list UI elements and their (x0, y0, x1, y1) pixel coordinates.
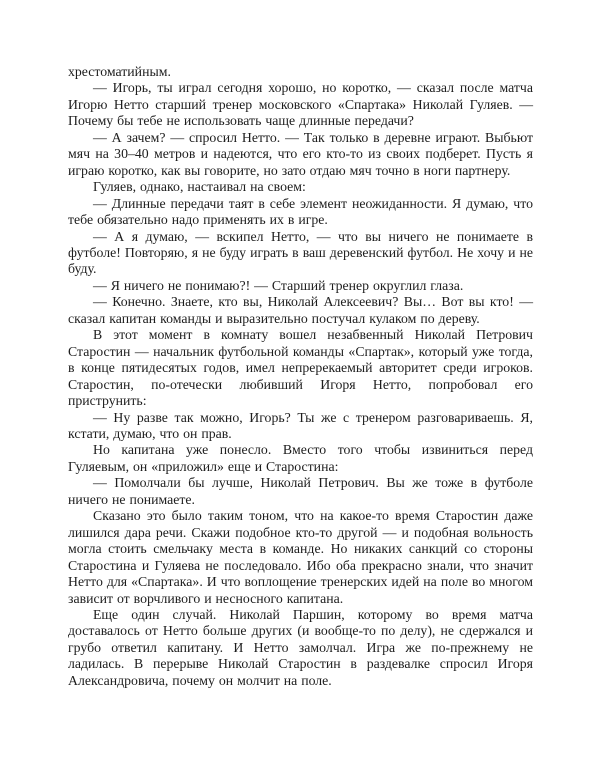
paragraph: — Конечно. Знаете, кто вы, Николай Алексеевич? Вы… Вот вы кто! — сказал капитан команды и выразительно постучал кулаком по дереву. (68, 294, 533, 326)
paragraph: — Игорь, ты играл сегодня хорошо, но коротко, — сказал после матча Игорю Нетто старший тренер московского «Спартака» Николай Гуляев. — Почему бы тебе не использовать чаще длинные передачи? (68, 80, 533, 129)
paragraph: Но капитана уже понесло. Вместо того чтобы извиниться перед Гуляевым, он «приложил» еще и Старостина: (68, 442, 533, 474)
paragraph: — А зачем? — спросил Нетто. — Так только в деревне играют. Выбьют мяч на 30–40 метров и надеются, что его кто-то из своих подберет. Пусть я играю коротко, как вы говорите, но зато отдаю мяч точно в ноги партнеру. (68, 129, 533, 178)
paragraph: — А я думаю, — вскипел Нетто, — что вы ничего не понимаете в футболе! Повторяю, я не буду играть в ваш деревенский футбол. Не хочу и не буду. (68, 228, 533, 277)
paragraph: Сказано это было таким тоном, что на какое-то время Старостин даже лишился дара речи. Скажи подобное кто-то другой — и подобная вольность могла стоить смельчаку места в команде. Но никаких санкций со стороны Старостина и Гуляева не последовало. Ибо оба прекрасно знали, что значит Нетто для «Спартака». И что воплощение тренерских идей на поле во многом зависит от ворчливого и несносного капитана. (68, 508, 533, 606)
paragraph-continuation: хрестоматийным. (68, 64, 171, 79)
paragraph: — Длинные передачи таят в себе элемент неожиданности. Я думаю, что тебе обязательно надо применять их в игре. (68, 195, 533, 228)
paragraph: — Помолчали бы лучше, Николай Петрович. Вы же тоже в футболе ничего не понимаете. (68, 475, 533, 507)
text-block (68, 64, 533, 689)
paragraph: Гуляев, однако, настаивал на своем: (93, 179, 306, 195)
paragraph: В этот момент в комнату вошел незабвенный Николай Петрович Старостин — начальник футбольной команды «Спартак», который уже тогда, в конце пятидесятых годов, имел непререкаемый авторитет среди игроков. Старостин, по-отечески любивший Игоря Нетто, попробовал его приструнить: (68, 327, 533, 409)
paragraph: — Я ничего не понимаю?! — Старший тренер округлил глаза. (93, 277, 464, 293)
paragraph: Еще один случай. Николай Паршин, которому во время матча доставалось от Нетто больше других (и вообще-то по делу), не сдержался и грубо ответил капитану. И Нетто замолчал. Игра же по-прежнему не ладилась. В перерыве Николай Старостин в раздевалке спросил Игоря Александровича, почему он молчит на поле. (68, 606, 533, 688)
paragraph: — Ну разве так можно, Игорь? Ты же с тренером разговариваешь. Я, кстати, думаю, что он прав. (68, 409, 533, 441)
